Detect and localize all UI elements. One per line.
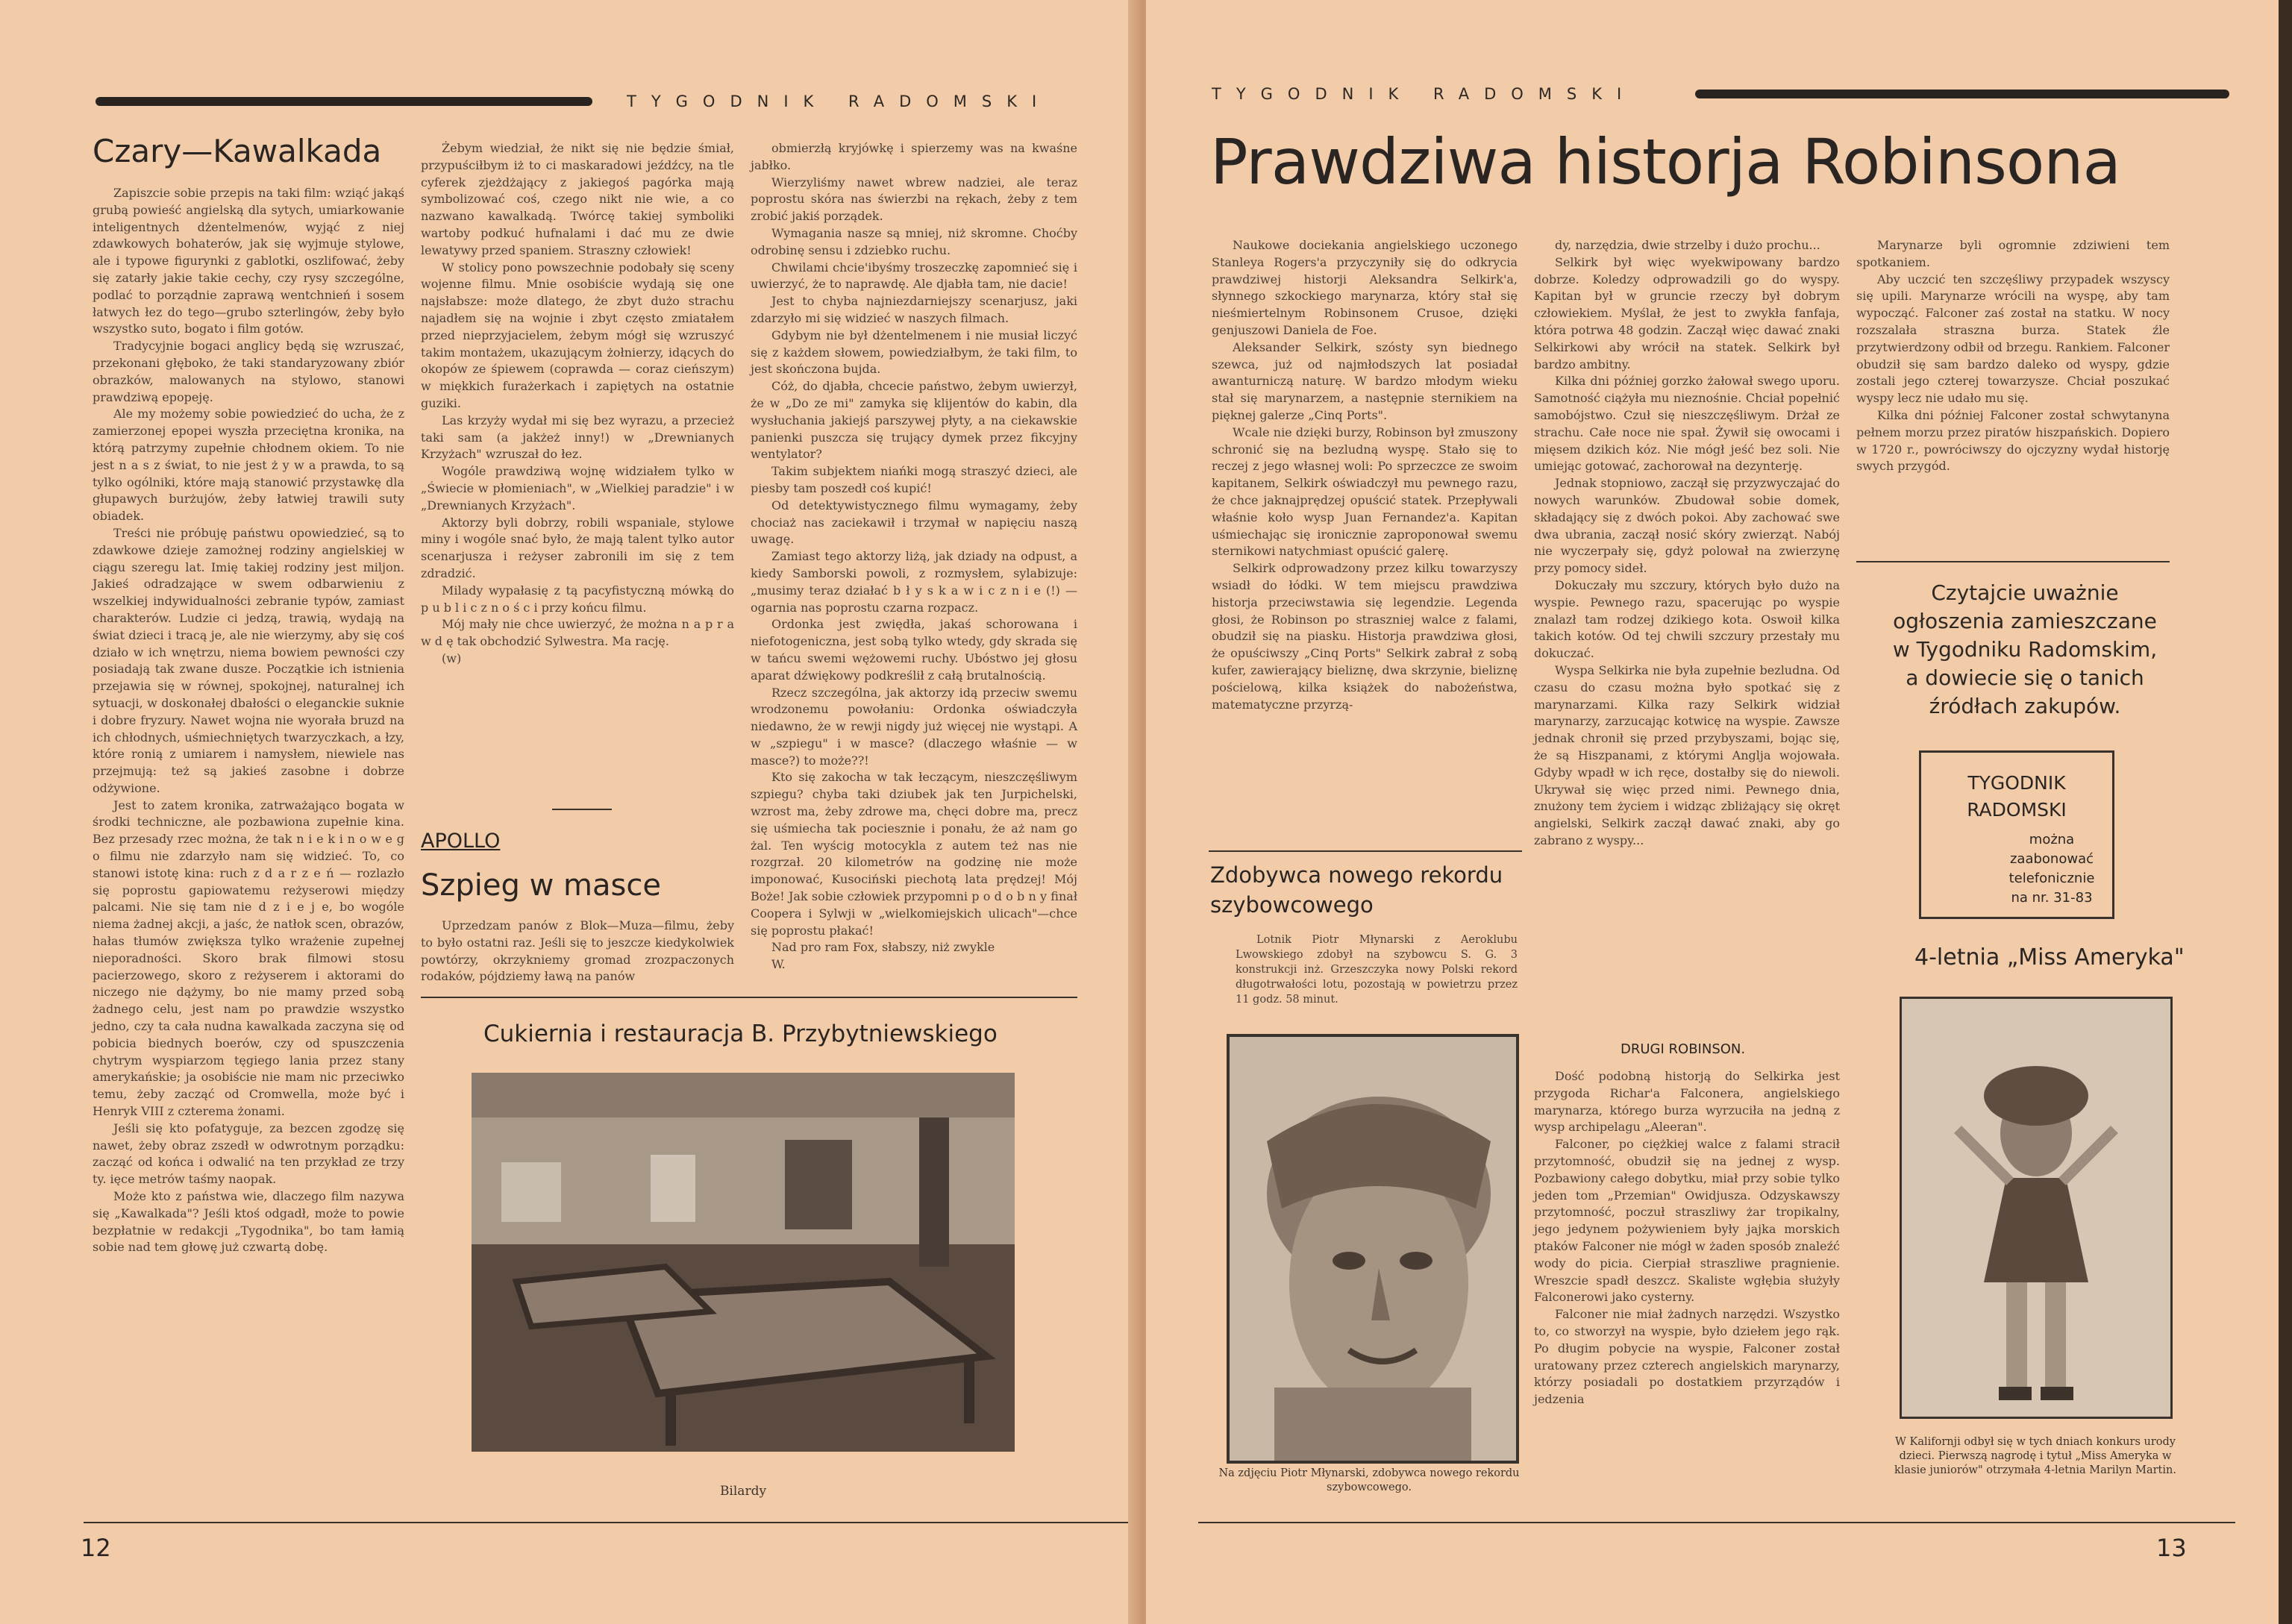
paragraph: Od detektywistycznego filmu wymagamy, żeby chociaż nas zaciekawił i trzymał w napięciu naszą uwagę. [751,498,1077,547]
billiards-photo [472,1073,1015,1452]
box-detail-4: na nr. 31-83 [2011,890,2093,906]
paragraph: Nad pro ram Fox, słabszy, niż zwykle [771,940,995,955]
main-title: Prawdziwa historja Robinsona [1210,125,2120,198]
header-rule [96,97,592,106]
footer-rule [84,1522,1134,1523]
paragraph: Aktorzy byli dobrzy, robili wspaniale, stylowe miny i wogóle snać było, że mają talent tylko autor scenarjusza i reżyser zabronili im się z tem zdradzić. [421,515,734,580]
article-title-kawalkada: Czary—Kawalkada [93,133,382,169]
header-rule [1695,90,2229,98]
header-title: TYGODNIK RADOMSKI [1212,85,1637,103]
photo-caption: Bilardy [719,1484,767,1499]
paragraph: Cóż, do djabła, chcecie państwo, żebym uwierzył, że w „Do ze mi" zamyka się klijentów do kabin, dla wysłuchania jakiejś parszywej płyty, a na ciekawskie panienki puszcza się trujący dymek przez fikcyjny wentylator? [751,379,1077,462]
paragraph: Wyspa Selkirka nie była zupełnie bezludna. Od czasu do czasu można było spotkać się z marynarzami. Kilka razy Selkirk widział marynarzy, zarzucając kotwicę na wyspie. Zawsze jednak chronił się przed przybyszami, bojąc się, że są Hiszpanami, z którymi Anglja wojowała. Gdyby wpadł w ich ręce, dostałby się do niewoli. Ukrywał się więc przed nimi. Pewnego dnia, znużony tem życiem i widząc zbliżający się okręt angielski, Selkirk zaczął dawać znaki, aby go zabrano z wyspy... [1534,662,1840,847]
article-column [421,140,734,791]
paragraph: (w) [442,650,462,665]
header-title: TYGODNIK RADOMSKI [627,93,1052,110]
paragraph: Jest to chyba najniezdarniejszy scenarjusz, jaki zdarzyło mi się widzieć w naszych filmach. [751,294,1077,325]
right-page [1146,0,2292,1624]
box-title-line1: TYGODNIK [1967,772,2066,794]
paragraph: Żebym wiedział, że nikt się nie będzie śmiał, przypuściłbym iż to ci maskaradowi jeźdźcy, na tle cyferek zjeżdżający z jakiegoś pagórka mają symbolizować coś, czego nikt nie wie, a co nazwano kawalkadą. Twórcę takiej symboliki wartoby podkuć hufnalami i dać mu ze dwie lewatywy przed spaniem. Straszny człowiek! [421,141,734,257]
paragraph: Aleksander Selkirk, szósty syn biednego szewca, już od najmłodszych lat posiadał awanturniczą naturę. W bardzo młodym wieku stał się marynarzem, a następnie sternikiem na pięknej galerze „Cinq Ports". [1212,339,1518,422]
paragraph: Wogóle prawdziwą wojnę widziałem tylko w „Świecie w płomieniach", w „Wielkiej paradzie" i w „Drewnianych Krzyżach". [421,464,734,512]
paragraph: Ordonka jest zwiędła, jakaś schorowana i niefotogeniczna, jest sobą tylko wtedy, gdy skrada się w tańcu swemi wężowemi ruchy. Ubóstwo jej głosu aparat dźwiękowy podkreślił z całą brutalnością. [751,617,1077,683]
paragraph: Rzecz szczególna, jak aktorzy idą przeciw swemu wrodzonemu powołaniu: Ordonka oświadczyła niedawno, że w rewji nigdy już więcej nie wystąpi. A w „szpiegu" i w masce? (dlaczego właśnie — w masce?) to może??! [751,685,1077,768]
paragraph: Lotnik Piotr Młynarski z Aeroklubu Lwowskiego zdobył na szybowcu S. G. 3 konstrukcji inż. Grzeszczyka nowy Polski rekord długotrwałości lotu, pozostają w powietrzu przez 11 godz. 58 minut. [1236,934,1518,1006]
page-number: 13 [2156,1534,2187,1562]
article-title-szpieg: Szpieg w masce [421,868,661,903]
subscription-box [1919,750,2114,919]
article-column [1212,237,1518,850]
record-top-rule [1209,850,1522,852]
box-detail-3: telefonicznie [2008,871,2095,886]
paragraph: Selkirk był więc wyekwipowany bardzo dobrze. Koledzy odprowadzili go do wyspy. Kapitan był w gruncie rzeczy był dobrym człowiekiem. Myślał, że jest to zwykła fanfaja, która potrwa 48 godzin. Zaczął więc dawać znaki Selkirkowi aby wrócił na statek. Selkirk był bardzo ambitny. [1534,254,1840,371]
paragraph: Naukowe dociekania angielskiego uczonego Stanleya Rogers'a przyczyniły się do odkrycia prawdziwej historji Aleksandra Selkirk'a, słynnego szkockiego marynarza, który stał się nieśmiertelnym Robinsonem Crusoe, dzięki genjuszowi Daniela de Foe. [1212,238,1518,337]
box-details [1996,830,2108,908]
paragraph: Wcale nie dzięki burzy, Robinson był zmuszony schronić się na bezludną wyspę. Stało się to reczej z jego własnej woli: Po sprzeczce ze swoim kapitanem, Selkirk oświadczył mu pewnego razu, że chce jaknajprędzej opuścić statek. Przepływali właśnie koło wysp Juan Fernandez'a. Kapitan uśmiechając się ironicznie zaproponował swemu sternikowi natychmiast opuścić galerę. [1212,424,1518,559]
paragraph: Wymagania nasze są mniej, niż skromne. Choćby odrobinę sensu i zdziebko ruchu. [751,225,1077,257]
paragraph: dy, narzędzia, dwie strzelby i dużo prochu... [1555,238,1820,252]
paragraph: W. [771,957,786,972]
article-column [93,185,404,1513]
paragraph: Tradycyjnie bogaci anglicy będą się wzruszać, przekonani głęboko, że taki standaryzowany zbiór obrazków, malowanych na stylowo, stanowi prawdziwą epopeję. [93,339,404,404]
record-title-line2: szybowcowego [1210,892,1374,918]
left-page [0,0,1142,1624]
paragraph: Mój mały nie chce uwierzyć, że można n a p r a w d ę tak obchodzić Sylwestra. Ma rację. [421,617,734,649]
paragraph: Jest to zatem kronika, zatrważająco bogata w środki techniczne, ale pozbawiona zupełnie kina. Bez przesady rzec można, że tak n i e k i n o w e g o filmu nie zdarzyło nam się widzieć. To, co stanowi istotę kina: ruch z d a r z e ń — rozlazło się poprostu gapiowatemu reżyserowi między palcami. Nie się tam nie d z i e j e, bo wogóle niema żadnej akcji, a jaśc, że natłok scen, obrazów, hałas tłumów zwiększa tylko wrażenie zupełnej nieporadności. Skoro brak filmowi stosu pacierzowego, skoro z reżyserem i aktorami do niczego nie dążymy, bo nie mamy przed sobą żadnego celu, jest nam po prawdzie wszystko jedno, czy ta cała nudna kawalkada zaczyna się od pobicia biednych boerów, czy od spuszczenia chytrym wyspiarzom tęgiego lania przez stany amerykańskie; ja osobiście nie mam nic przeciwko temu, żeby zacząć od Cromwella, może być i Henryk VIII z czterema żonami. [93,797,404,1119]
separator-line [552,809,612,810]
paragraph: Zapiszcie sobie przepis na taki film: wziąć jakąś grubą powieść angielską dla sytych, umiarkowanie inteligentnych dżentelmenów, wyjąć z niej zdawkowych bohaterów, jak się wyjmuje stylowe, ale i typowe figurynki z gablotki, oszlifować, żeby się zatarły jakie takie cechy, czy rysy szczególne, podlać to porządnie zaprawą wentchnień i sosem łatwych łez do tego—grubo szterlingów, żeby było wszystko suto, bogato i film gotów. [93,186,404,336]
notice-top-rule [1856,561,2170,562]
paragraph: Zamiast tego aktorzy liżą, jak dziady na odpust, a kiedy Samborski powoli, z rozmysłem, sylabizuje: „musimy teraz działać b ł y s k a w i c z n i e (!) — ogarnia nas poprostu czarna rozpacz. [751,549,1077,615]
pilot-caption: Na zdjęciu Piotr Młynarski, zdobywca nowego rekordu szybowcowego. [1218,1467,1520,1493]
paragraph: Falconer nie miał żadnych narzędzi. Wszystko to, co stworzył na wyspie, było dziełem jego rąk. Po długim pobycie na wyspie, Falconer został uratowany przez czterech angielskich marynarzy, którzy posiadali po dostatkiem przyrządów i jedzenia [1534,1307,1840,1407]
article-column [1534,1068,1840,1501]
scan-edge-right [2279,0,2292,1624]
paragraph: Takim subjektem niańki mogą straszyć dzieci, ale piesby tam poszedł coś kupić! [751,464,1077,495]
paragraph: Las krzyży wydał mi się bez wyrazu, a przecież taki sam (a jakżeż inny!) w „Drewnianych Krzyżach" wzruszał do łez. [421,413,734,462]
paragraph: Kilka dni później gorzko żałował swego uporu. Samotność ciążyła mu nieznośnie. Chciał popełnić samobójstwo. Czuł się nieszczęśliwym. Drżał ze strachu. Całe noce nie spał. Żywił się owocami i mięsem dzikich kóz. Nie mógł jeść bez soli. Nie umiejąc gotować, zachorował na dezynterję. [1534,374,1840,474]
paragraph: Dokuczały mu szczury, których było dużo na wyspie. Pewnego razu, spacerując po wyspie znalazł tam rodzej dzikiego kota. Oswoił kilka takich kotów. Od tej chwili szczury przestały mu dokuczać. [1534,577,1840,661]
box-detail-1: można [2029,832,2075,847]
subheading-drugi-robinson: DRUGI ROBINSON. [1621,1041,1746,1057]
paragraph: Selkirk odprowadzony przez kilku towarzyszy wsiadł do łódki. W tem miejscu prawdziwa historja przeciwstawia się legendzie. Legenda głosi, że Robinson po straszniej walce z falami, obudził się na piasku. Historja prawdziwa głosi, że opuściwszy „Cinq Ports" Selkirk zabrał z sobą kufer, zawierający bieliznę, dwa skrzynie, bieliznę pościelową, kilka książek do nabożeństwa, matematyczne przyrzą- [1212,561,1518,712]
paragraph: Chwilami chcie'ibyśmy troszeczkę zapomnieć się i uwierzyć, że to naprawdę. Ale djabła tam, nie dacie! [751,260,1077,292]
paragraph: Aby uczcić ten szczęśliwy przypadek wszyscy się upili. Marynarze wrócili na wyspę, aby tam wypocząć. Falconer zaś został na statku. W nocy rozszalała straszna burza. Statek źle przytwierdzony odbił od brzegu. Rankiem. Falconer obudził się sam bardzo daleko od wyspy, gdzie zostali jego czterej towarzysze. Chciał poszukać wyspy lecz nie udało mu się. [1856,272,2170,406]
miss-caption: W Kalifornji odbył się w tych dniach konkurs urody dzieci. Pierwszą nagrodę i tytuł „Miss Ameryka w klasie juniorów" otrzymała 4-letnia Marilyn Martin. [1894,1436,2176,1476]
ad-title: Cukiernia i restauracja B. Przybytniewskiego [483,1021,998,1047]
paragraph: Uprzedzam panów z Blok—Muza—filmu, żeby to było ostatni raz. Jeśli się to jeszcze kiedykolwiek powtórzy, okrzykniemy gromad zrozpaczonych rodaków, pójdziemy ławą na panów [421,918,734,984]
record-body [1236,932,1518,1007]
paragraph: Marynarze byli ogromnie zdziwieni tem spotkaniem. [1856,238,2170,269]
article-column [1534,237,1840,1025]
paragraph: Dość podobną historją do Selkirka jest przygoda Richar'a Falconera, angielskiego marynarza, którego burza wyrzuciła na jedną z wysp archipelagu „Aleeran". [1534,1069,1840,1135]
pilot-photo [1227,1034,1519,1464]
paragraph: Falconer, po ciężkiej walce z falami stracił przytomność, obudził się na jednej z wysp. Pozbawiony całego dobytku, miał przy sobie tylko jeden tom „Przemian" Owidjusza. Odzyskawszy przytomność, poczuł straszliwy żar tropikalny, jego jedynem pożywieniem były jajka morskich ptaków Falconer nie mógł w żaden sposób znaleźć wody do picia. Cierpiał straszliwe pragnienie. Wreszcie spadł deszcz. Skaliste wgłębia służyły Falconerowi jako cysterny. [1534,1137,1840,1305]
paragraph: Może kto z państwa wie, dlaczego film nazywa się „Kawalkada"? Jeśli ktoś odgadł, może to powie bezpłatnie w redakcji „Tygodnika", bo tam łamią sobie nad tem głowę już czwartą dobę. [93,1189,404,1255]
record-title: Zdobywca nowego rekordu [1210,862,1503,888]
notice-text: Czytajcie uważnie ogłoszenia zamieszczane w Tygodniku Radomskim, a dowiecie się o tanich źródłach zakupów. [1892,580,2158,718]
paragraph: Kto się zakocha w tak łeczącym, nieszczęśliwym szpiegu? chyba taki dziubek jak ten Jurpichelski, wzrost ma, żeby zdrowe ma, chęci dobre ma, precz się uśmiecha tak pociesznie i ponału, że aż nam go żal. Ten wyścig motocykla z autem też nas nie rozgrzał. 20 kilometrów na godzinę nie może imponować, Kusociński piechotą lata prędzej! Mój Boże! Jak sobie człowiek przypomni p o d o b n y finał Coopera i Sylwji w „wielkomiejskich ulicach"—chce się poprostu płakać! [751,770,1077,938]
box-detail-2: zaabonować [2009,851,2094,867]
article-column [751,140,1077,991]
paragraph: Milady wypałasię z tą pacyfistyczną mówką do p u b l i c z n o ś c i przy końcu filmu. [421,583,734,615]
footer-rule [1198,1522,2235,1523]
paragraph: Kilka dni później Falconer został schwytanyna pełnem morzu przez piratów hiszpańskich. Dopiero w 1720 r., powróciwszy do ojczyzny wydał historję swych przygód. [1856,407,2170,474]
miss-photo [1900,997,2173,1419]
article-column [421,918,734,992]
paragraph: Jednak stopniowo, zaczął się przyzwyczajać do nowych warunków. Zbudował sobie domek, składający się z dwóch pokoi. Aby zachować swe dwa ubrania, zaczął nosić skóry zwierząt. Nabój nie wyczerpały się, gdyż polował na zwierzynę przy pomocy sideł. [1534,476,1840,576]
page-number: 12 [81,1534,111,1562]
paragraph: Treści nie próbuję państwu opowiedzieć, są to zdawkowe dzieje zamożnej rodziny angielskiej w ciągu szeregu lat. Imię takiej rodziny jest miljon. Jakieś odradzające w swem odbarwieniu z wszelkiej indywidualności zebranie typów, zamiast charakterów. Ludzie ci jedzą, trawią, wydają na świat dzieci i tracą je, ale nie wierzymy, aby się coś działo w ich wnętrzu, niema bowiem pewności czy posiadają tak zwane dusze. Początkie ich istnienia przejawia się w równej, spokojnej, naturalnej ich sytuacji, w doskonałej dbałości o eleganckie suknie i dobre fryzury. Nawet wojna nie wyorała bruzd na ich chłodnych, uśmiechniętych twarzyczkach, a łzy, które ronią z umiarem i namysłem, niewiele nas przejmują: też są jakieś zasobne i dobrze odżywione. [93,525,404,795]
paragraph: Wierzyliśmy nawet wbrew nadziei, ale teraz poprostu skóra nas świerzbi na rękach, żeby z tem zrobić jakiś porządek. [751,175,1077,224]
paragraph: Jeśli się kto pofatyguje, za bezcen zgodzę się nawet, żeby obraz zszedł w odwrotnym porządku: zacząć od końca i odwalić na ten przykład ze trzy ty. ięce metrów taśmy naopak. [93,1120,404,1187]
paragraph: obmierzłą kryjówkę i spierzemy was na kwaśne jabłko. [751,141,1077,172]
article-column [1856,237,2170,551]
paragraph: W stolicy pono powszechnie podobały się sceny wojenne filmu. Mnie osobiście wydają się one najsłabsze: może dlatego, że zbyt dużo strachu najadłem się na wojnie i zbyt często zmiatałem przed nieprzyjacielem, żebym mógł się wzruszyć takim montażem, ukazującym żołnierzy, idących do okopów ze śpiewem (coprawda — coraz cieńszym) w miękkich furażerkach i zapiętych na ostatnie guziki. [421,260,734,410]
ad-top-rule [421,997,1077,998]
paragraph: Ale my możemy sobie powiedzieć do ucha, że z zamierzonej epopei wyszła przeciętna kronika, na którą patrzymy zupełnie chłodnem okiem. To nie jest n a s z świat, to nie jest ż y w a prawda, to są tylko ogólniki, które mają stanowić przystawkę dla głupawych burżujów, żeby łatwiej trawili suty obiadek. [93,407,404,524]
box-title-line2: RADOMSKI [1967,799,2067,821]
paragraph: Gdybym nie był dżentelmenem i nie musiał liczyć się z każdem słowem, powiedziałbym, że taki film, to jest skończona bujda. [751,327,1077,377]
section-label: APOLLO [421,830,501,853]
miss-title: 4-letnia „Miss Ameryka" [1914,944,2185,971]
